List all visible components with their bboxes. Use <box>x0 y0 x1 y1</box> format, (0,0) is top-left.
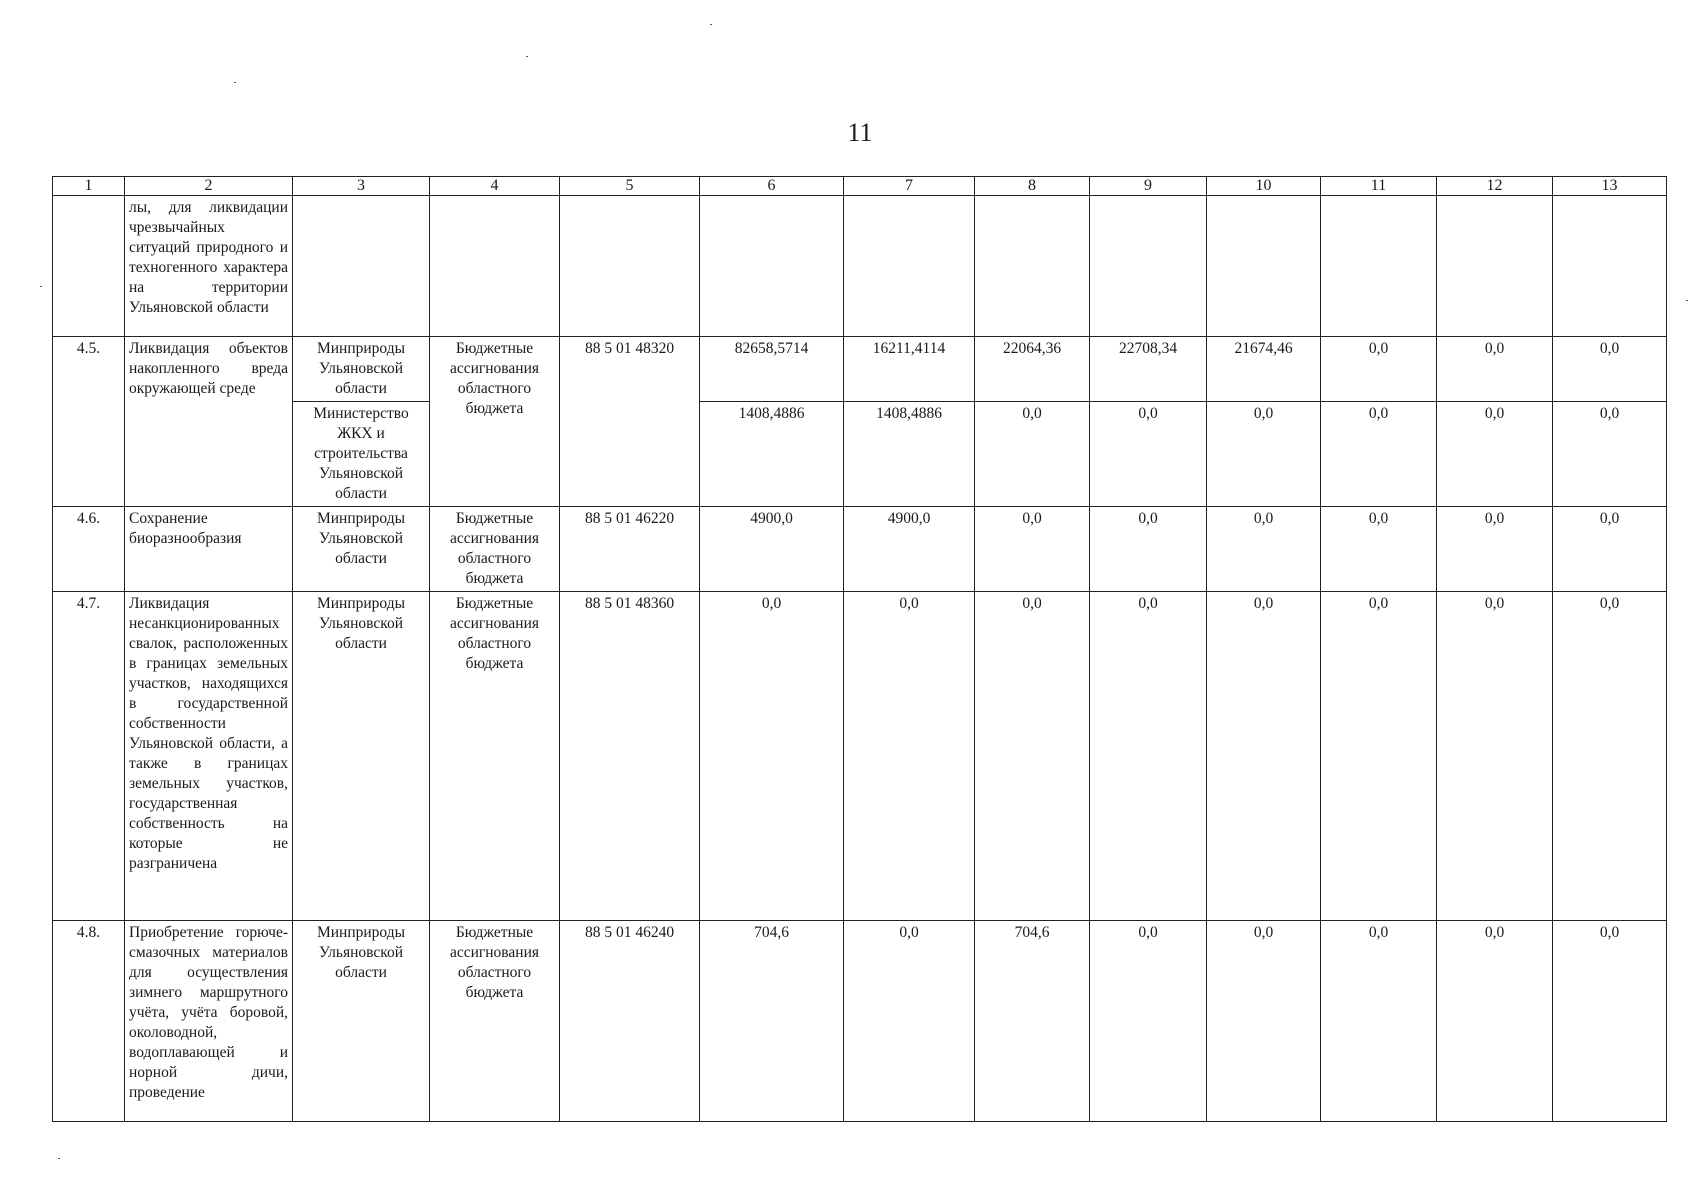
column-number: 3 <box>293 177 430 196</box>
value-cell: 0,0 <box>1090 592 1207 921</box>
budget-code <box>560 196 700 337</box>
value-cell: 0,0 <box>1207 507 1321 592</box>
value-cell: 0,0 <box>975 507 1090 592</box>
value-cell: 22064,36 <box>975 337 1090 402</box>
table-row-continuation <box>53 196 1667 337</box>
value-cell: 0,0 <box>1321 337 1437 402</box>
value-cell: 0,0 <box>1437 592 1553 921</box>
value-cell: 0,0 <box>1090 402 1207 507</box>
value-cell: 0,0 <box>1553 592 1667 921</box>
column-number: 10 <box>1207 177 1321 196</box>
value-cell: 0,0 <box>844 592 975 921</box>
column-number: 12 <box>1437 177 1553 196</box>
row-number: 4.7. <box>53 592 125 921</box>
column-number: 8 <box>975 177 1090 196</box>
budget-code: 88 5 01 46220 <box>560 507 700 592</box>
row-number: 4.6. <box>53 507 125 592</box>
executor: Минприроды Ульяновской области <box>293 592 430 921</box>
column-number: 1 <box>53 177 125 196</box>
value-cell: 0,0 <box>1321 592 1437 921</box>
measure-name: Ликвидация несанкционированных свалок, расположенных в границах земельных участков, находящихся в государственной собственности Ульяновской области, а также в границах земельных участков, государственная собственность на которые не разграничена <box>125 592 293 921</box>
row-number: 4.5. <box>53 337 125 507</box>
executor <box>293 196 430 337</box>
column-number: 13 <box>1553 177 1667 196</box>
executor: Минприроды Ульяновской области <box>293 921 430 1122</box>
page-number: 11 <box>847 118 873 147</box>
value-cell: 0,0 <box>1321 402 1437 507</box>
table-row-4-6 <box>53 507 1667 592</box>
value-cell: 4900,0 <box>700 507 844 592</box>
value-cell: 0,0 <box>1553 921 1667 1122</box>
table-row-4-7 <box>53 592 1667 921</box>
value-cell <box>975 196 1090 337</box>
value-cell: 0,0 <box>1437 507 1553 592</box>
executor: Минприроды Ульяновской области <box>293 507 430 592</box>
table-row-4-5 <box>53 337 1667 402</box>
table-row-4-8 <box>53 921 1667 1122</box>
column-number: 7 <box>844 177 975 196</box>
column-number: 9 <box>1090 177 1207 196</box>
value-cell: 0,0 <box>700 592 844 921</box>
value-cell: 0,0 <box>975 592 1090 921</box>
value-cell <box>844 196 975 337</box>
executor: Министерство ЖКХ и строительства Ульяновской области <box>293 402 430 507</box>
value-cell: 16211,4114 <box>844 337 975 402</box>
column-number: 6 <box>700 177 844 196</box>
value-cell: 0,0 <box>1553 337 1667 402</box>
row-number: 4.8. <box>53 921 125 1122</box>
scan-speck <box>40 286 42 287</box>
column-number: 4 <box>430 177 560 196</box>
value-cell <box>1553 196 1667 337</box>
column-number: 11 <box>1321 177 1437 196</box>
scan-speck <box>234 82 236 83</box>
measure-name: Приобретение горюче-смазочных материалов для осуществления зимнего маршрутного учёта, учёта боровой, околоводной, водоплавающей и норной дичи, проведение <box>125 921 293 1122</box>
funding-source: Бюджетные ассигнования областного бюджета <box>430 921 560 1122</box>
row-number <box>53 196 125 337</box>
value-cell: 1408,4886 <box>844 402 975 507</box>
value-cell: 0,0 <box>844 921 975 1122</box>
funding-source: Бюджетные ассигнования областного бюджета <box>430 507 560 592</box>
value-cell: 0,0 <box>1090 507 1207 592</box>
value-cell: 22708,34 <box>1090 337 1207 402</box>
value-cell: 0,0 <box>1437 921 1553 1122</box>
value-cell: 82658,5714 <box>700 337 844 402</box>
value-cell <box>700 196 844 337</box>
value-cell: 4900,0 <box>844 507 975 592</box>
scan-speck <box>58 1158 60 1159</box>
value-cell: 0,0 <box>1207 921 1321 1122</box>
budget-code: 88 5 01 46240 <box>560 921 700 1122</box>
value-cell: 704,6 <box>700 921 844 1122</box>
funding-source: Бюджетные ассигнования областного бюджета <box>430 337 560 507</box>
value-cell <box>1090 196 1207 337</box>
value-cell: 0,0 <box>1553 507 1667 592</box>
scan-speck <box>710 24 712 25</box>
value-cell: 0,0 <box>1321 921 1437 1122</box>
value-cell: 21674,46 <box>1207 337 1321 402</box>
budget-table <box>52 176 1667 1122</box>
column-number: 5 <box>560 177 700 196</box>
column-number: 2 <box>125 177 293 196</box>
value-cell: 1408,4886 <box>700 402 844 507</box>
funding-source: Бюджетные ассигнования областного бюджета <box>430 592 560 921</box>
value-cell: 0,0 <box>1321 507 1437 592</box>
scan-speck <box>526 56 528 57</box>
budget-code: 88 5 01 48360 <box>560 592 700 921</box>
scan-speck <box>1686 300 1688 301</box>
value-cell: 0,0 <box>1090 921 1207 1122</box>
value-cell <box>1321 196 1437 337</box>
budget-code: 88 5 01 48320 <box>560 337 700 507</box>
measure-name: лы, для ликвидации чрезвычайных ситуаций природного и техногенного характера на территории Ульяновской области <box>125 196 293 337</box>
value-cell: 704,6 <box>975 921 1090 1122</box>
column-number-row <box>53 177 1667 196</box>
value-cell: 0,0 <box>1207 402 1321 507</box>
value-cell: 0,0 <box>975 402 1090 507</box>
measure-name: Сохранение биоразнообразия <box>125 507 293 592</box>
value-cell: 0,0 <box>1553 402 1667 507</box>
value-cell <box>1437 196 1553 337</box>
value-cell: 0,0 <box>1207 592 1321 921</box>
value-cell: 0,0 <box>1437 337 1553 402</box>
value-cell: 0,0 <box>1437 402 1553 507</box>
funding-source <box>430 196 560 337</box>
measure-name: Ликвидация объектов накопленного вреда окружающей среде <box>125 337 293 507</box>
table-row-4-5-second-executor <box>53 402 1667 507</box>
value-cell <box>1207 196 1321 337</box>
executor: Минприроды Ульяновской области <box>293 337 430 402</box>
